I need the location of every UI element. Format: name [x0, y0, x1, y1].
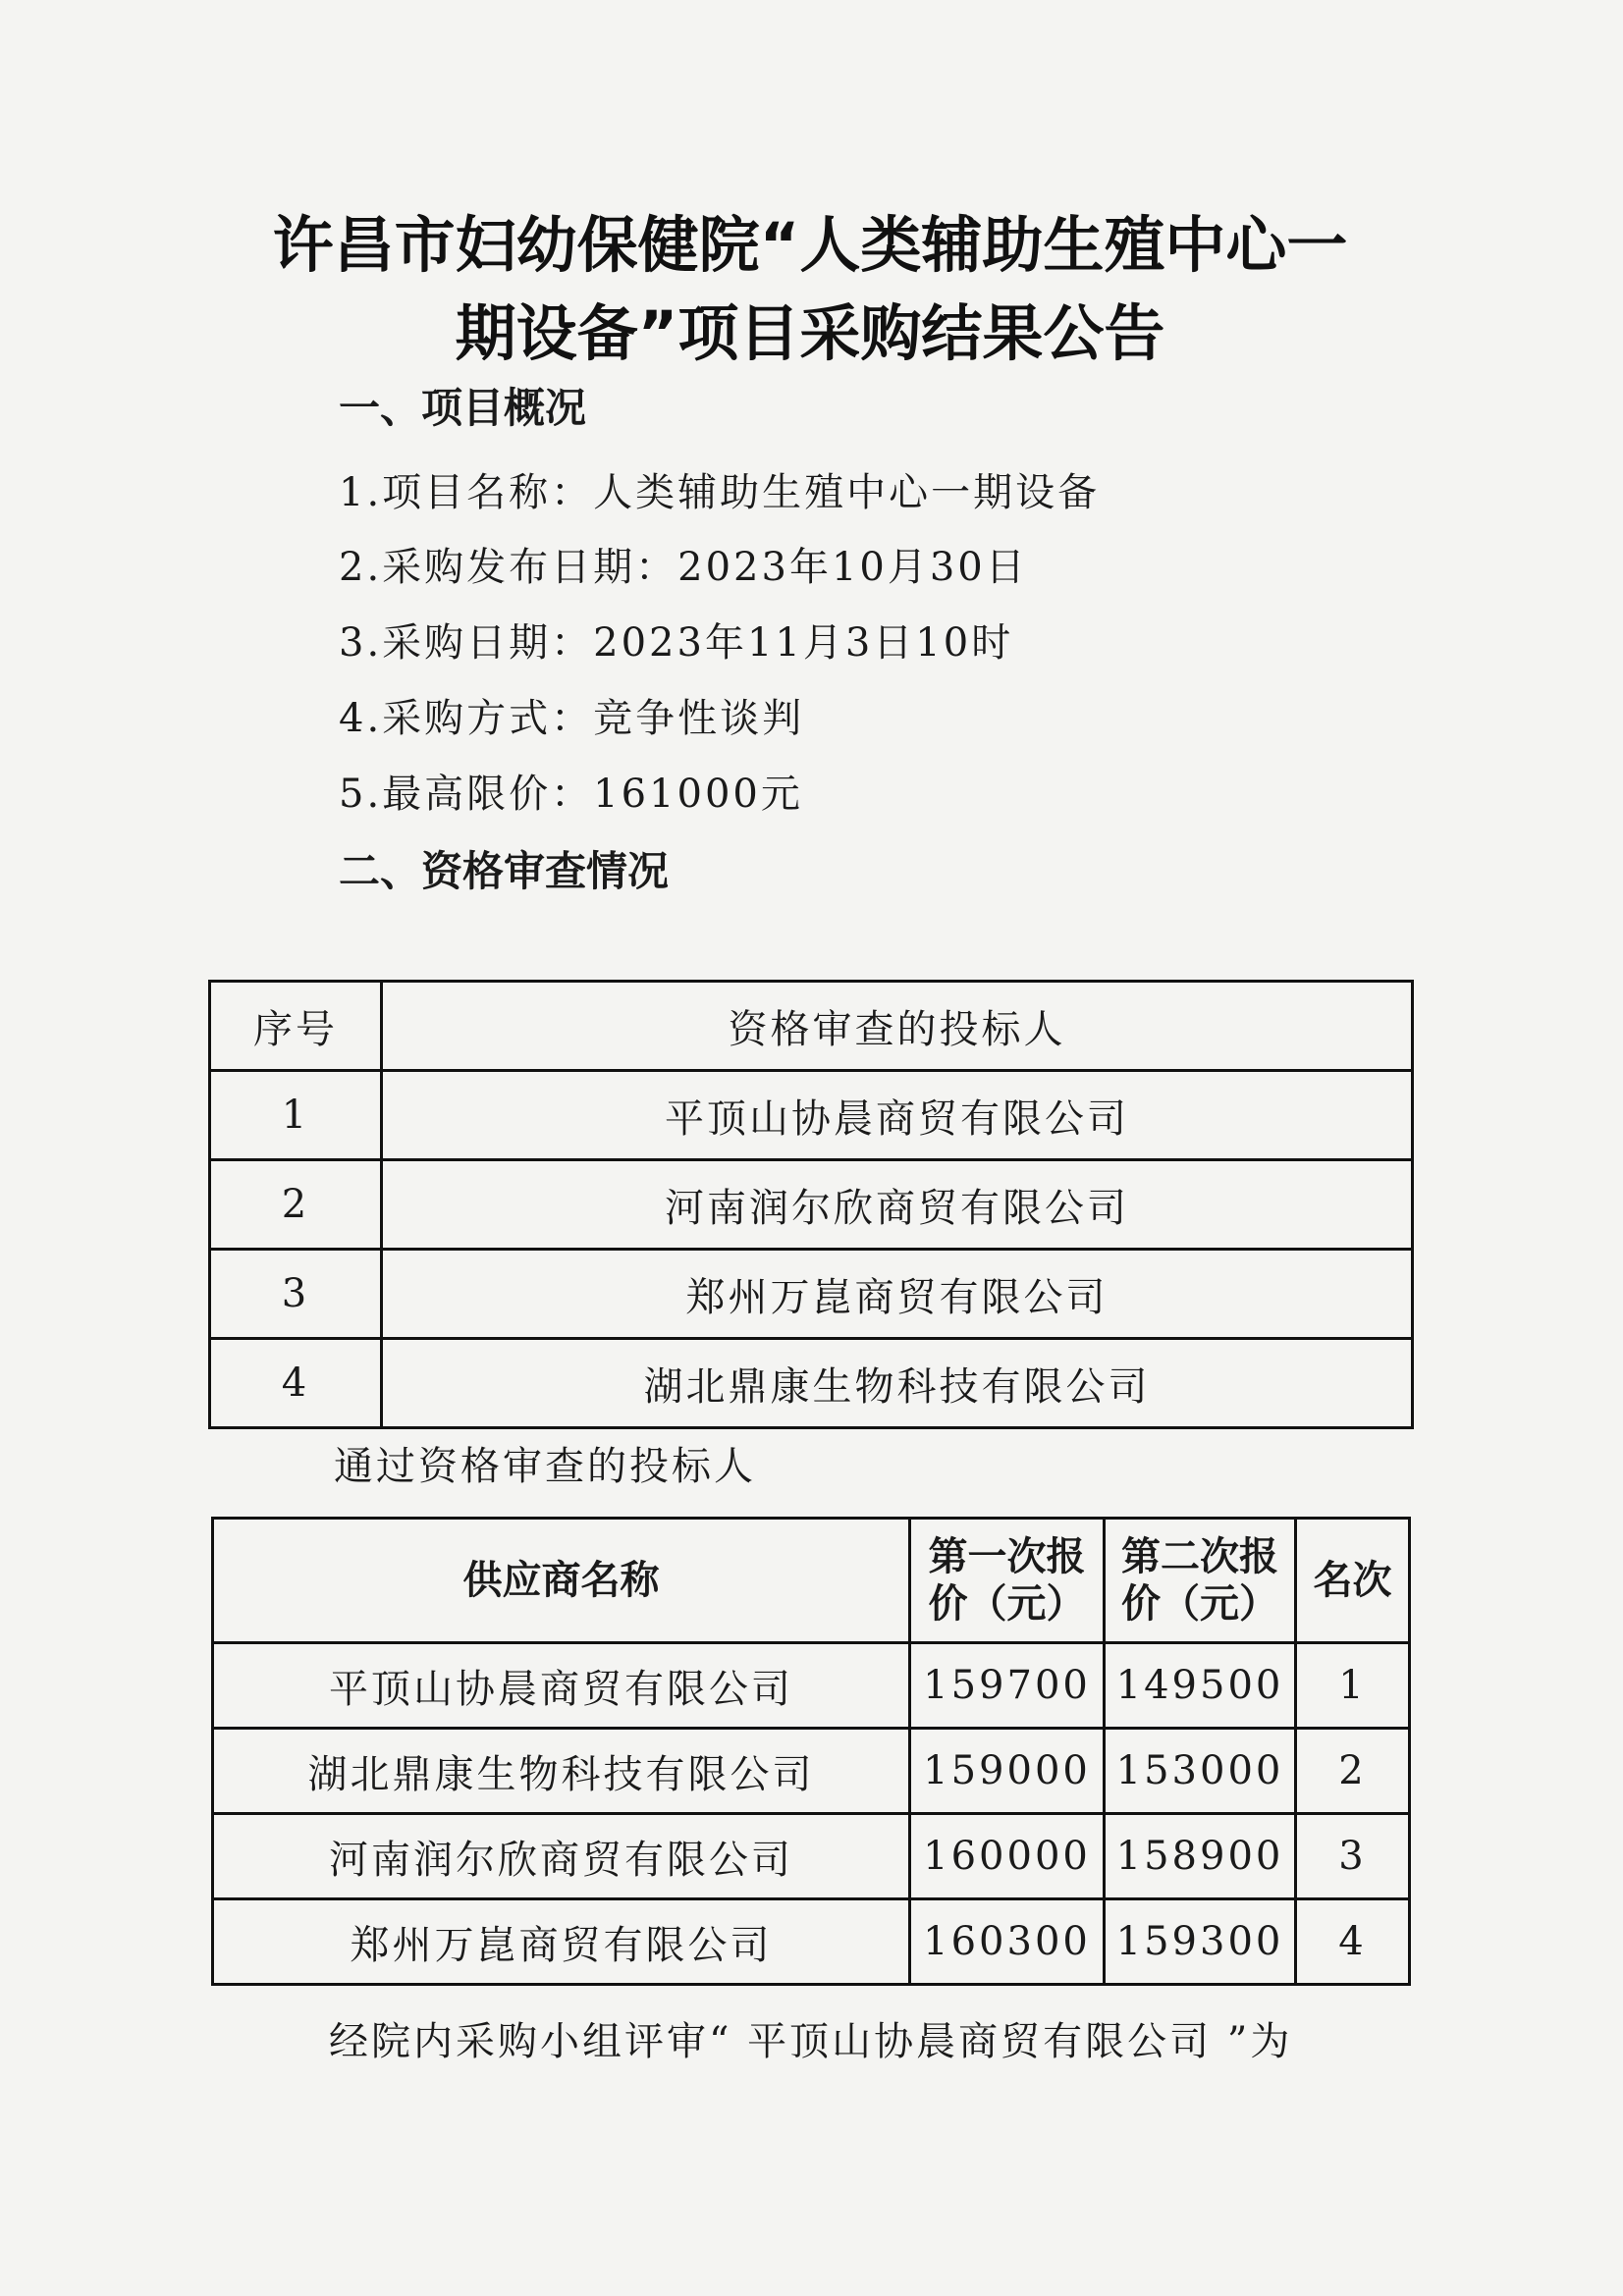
cell-first-quote: 160300 — [910, 1899, 1105, 1985]
cell-supplier: 湖北鼎康生物科技有限公司 — [213, 1729, 910, 1814]
header-cell-rank: 名次 — [1296, 1519, 1410, 1643]
cell-bidder: 河南润尔欣商贸有限公司 — [382, 1160, 1413, 1250]
overview-item-procurement-method: 4.采购方式：竞争性谈判 — [339, 696, 805, 741]
overview-item-procurement-date: 3.采购日期：2023年11月3日10时 — [339, 620, 1014, 666]
overview-item-max-price: 5.最高限价：161000元 — [339, 772, 803, 817]
cell-second-quote: 149500 — [1105, 1643, 1296, 1729]
cell-first-quote: 159700 — [910, 1643, 1105, 1729]
table-row — [210, 1250, 1413, 1339]
cell-bidder: 郑州万崑商贸有限公司 — [382, 1250, 1413, 1339]
cell-rank: 1 — [1296, 1643, 1410, 1729]
header-cell-supplier: 供应商名称 — [213, 1519, 910, 1643]
section-heading-qualification: 二、资格审查情况 — [339, 847, 670, 895]
quotation-table — [211, 1517, 1411, 1986]
table-header-row — [213, 1519, 1410, 1643]
table-row — [210, 1339, 1413, 1428]
header-cell-first-quote: 第一次报价（元） — [910, 1519, 1105, 1643]
qualification-table — [208, 980, 1414, 1429]
header-cell-bidder: 资格审查的投标人 — [382, 982, 1413, 1071]
passed-bidders-note: 通过资格审查的投标人 — [334, 1444, 756, 1489]
cell-bidder: 平顶山协晨商贸有限公司 — [382, 1071, 1413, 1160]
overview-item-project-name: 1.项目名称：人类辅助生殖中心一期设备 — [339, 470, 1101, 515]
table-row — [210, 1160, 1413, 1250]
cell-no: 4 — [210, 1339, 382, 1428]
cell-supplier: 平顶山协晨商贸有限公司 — [213, 1643, 910, 1729]
cell-rank: 4 — [1296, 1899, 1410, 1985]
table-row — [213, 1814, 1410, 1899]
cell-bidder: 湖北鼎康生物科技有限公司 — [382, 1339, 1413, 1428]
cell-no: 1 — [210, 1071, 382, 1160]
cell-second-quote: 158900 — [1105, 1814, 1296, 1899]
table-header-row — [210, 982, 1413, 1071]
cell-rank: 2 — [1296, 1729, 1410, 1814]
header-cell-no: 序号 — [210, 982, 382, 1071]
table-row — [213, 1643, 1410, 1729]
document-title-line-1: 许昌市妇幼保健院“人类辅助生殖中心一 — [272, 209, 1348, 281]
overview-item-publish-date: 2.采购发布日期：2023年10月30日 — [339, 545, 1028, 590]
cell-supplier: 河南润尔欣商贸有限公司 — [213, 1814, 910, 1899]
cell-second-quote: 153000 — [1105, 1729, 1296, 1814]
cell-supplier: 郑州万崑商贸有限公司 — [213, 1899, 910, 1985]
table-row — [213, 1899, 1410, 1985]
table-row — [210, 1071, 1413, 1160]
cell-rank: 3 — [1296, 1814, 1410, 1899]
cell-no: 2 — [210, 1160, 382, 1250]
closing-text: 经院内采购小组评审“ 平顶山协晨商贸有限公司 ”为 — [329, 2019, 1293, 2064]
section-heading-overview: 一、项目概况 — [339, 384, 587, 432]
cell-first-quote: 160000 — [910, 1814, 1105, 1899]
cell-first-quote: 159000 — [910, 1729, 1105, 1814]
document-title-line-2: 期设备”项目采购结果公告 — [455, 297, 1165, 369]
table-row — [213, 1729, 1410, 1814]
cell-second-quote: 159300 — [1105, 1899, 1296, 1985]
header-cell-second-quote: 第二次报价（元） — [1105, 1519, 1296, 1643]
cell-no: 3 — [210, 1250, 382, 1339]
